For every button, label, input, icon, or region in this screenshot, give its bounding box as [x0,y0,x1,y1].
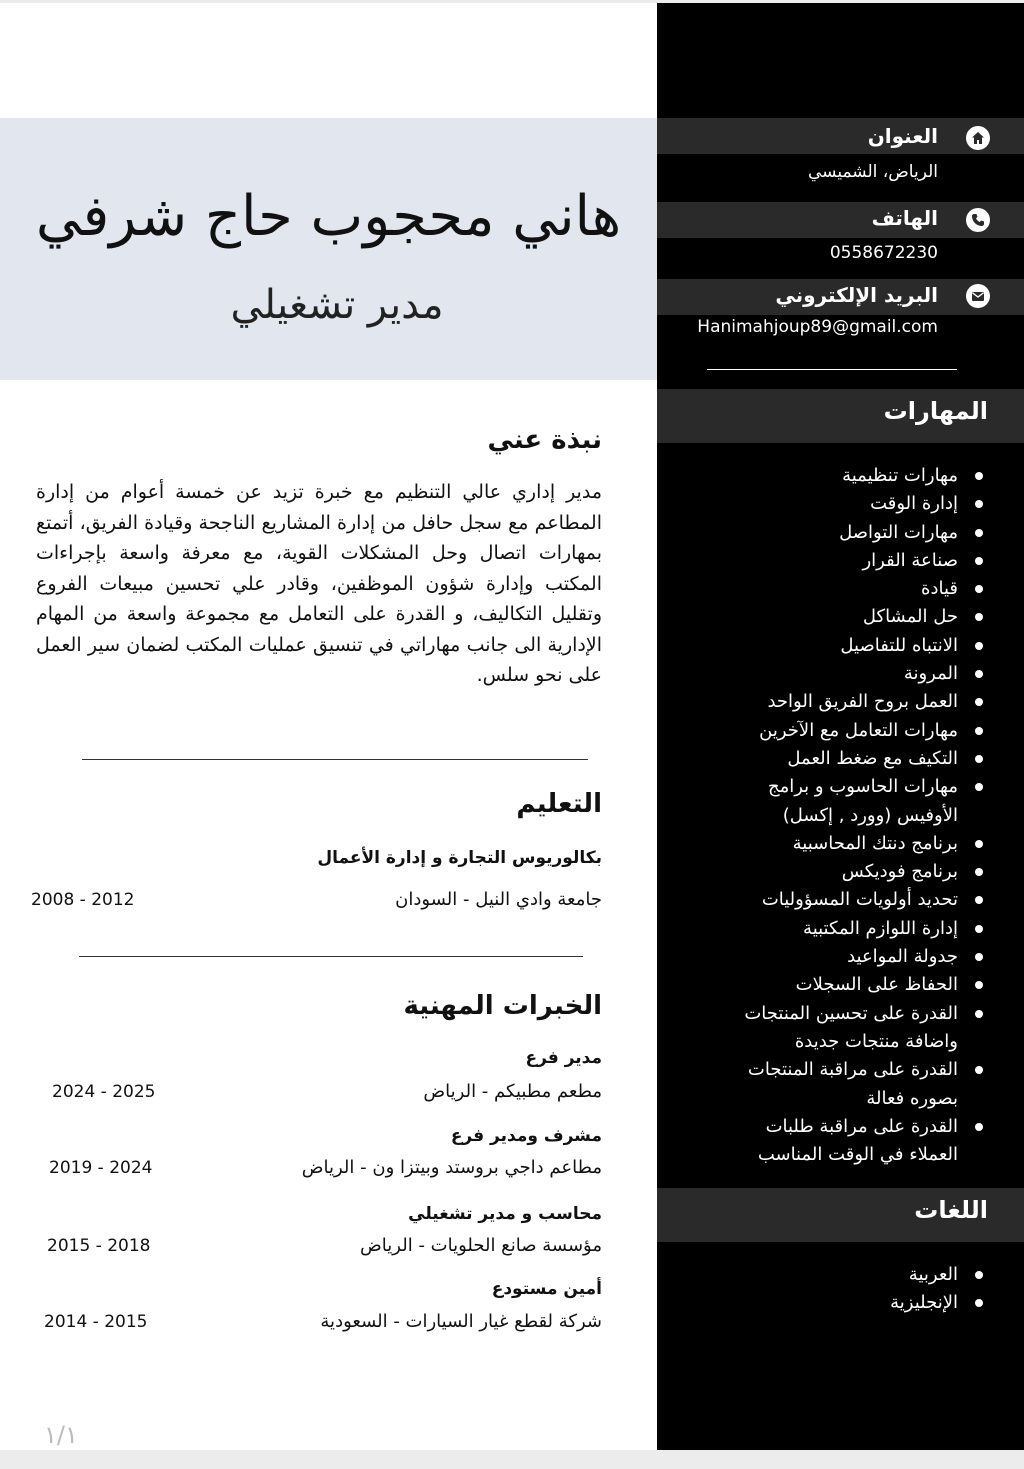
experience-period: 2019 - 2024 [49,1158,153,1178]
skill-item: تحديد أولويات المسؤوليات [724,886,1024,914]
experience-period: 2014 - 2015 [44,1312,148,1332]
email-label: البريد الإلكتروني [775,283,938,307]
experience-company: مؤسسة صانع الحلويات - الرياض [360,1235,602,1256]
email-value: Hanimahjoup89@gmail.com [697,317,938,337]
skill-item: جدولة المواعيد [724,943,1024,971]
institution: جامعة وادي النيل - السودان [395,889,602,910]
skill-item: القدرة على مراقبة طلبات العملاء في الوقت المناسب [724,1113,1024,1170]
experience-title: مشرف ومدير فرع [450,1126,602,1146]
skill-item: القدرة على تحسين المنتجات واضافة منتجات جديدة [724,1000,1024,1057]
home-icon [966,126,990,150]
skill-item: مهارات التواصل [724,519,1024,547]
education-heading: التعليم [516,789,602,819]
phone-value: 0558672230 [829,243,938,263]
mail-icon [966,284,990,308]
candidate-name: هاني محجوب حاج شرفي [35,184,622,249]
skill-item: إدارة الوقت [724,490,1024,518]
phone-label: الهاتف [871,206,938,230]
experience-company: مطاعم داجي بروستد وبيتزا ون - الرياض [301,1157,602,1178]
skill-item: القدرة على مراقبة المنتجات بصوره فعالة [724,1056,1024,1113]
about-heading: نبذة عني [487,425,602,455]
phone-icon [966,208,990,232]
skills-heading: المهارات [883,397,988,425]
sidebar [657,3,1024,1450]
skill-item: صناعة القرار [724,547,1024,575]
page-number: ١/١ [44,1421,78,1449]
skill-item: مهارات الحاسوب و برامج الأوفيس (وورد , إكسل) [724,773,1024,830]
skill-item: قيادة [724,575,1024,603]
resume-page [0,3,1024,1450]
divider [707,369,957,370]
skill-item: التكيف مع ضغط العمل [724,745,1024,773]
skill-item: الحفاظ على السجلات [724,971,1024,999]
skill-item: حل المشاكل [724,603,1024,631]
job-title: مدير تشغيلي [230,282,444,328]
languages-heading: اللغات [914,1196,988,1224]
skill-item: مهارات تنظيمية [724,462,1024,490]
experience-period: 2015 - 2018 [47,1236,151,1256]
skill-item: المرونة [724,660,1024,688]
experience-title: مدير فرع [525,1048,602,1068]
experience-heading: الخبرات المهنية [403,991,602,1021]
skill-item: الانتباه للتفاصيل [724,632,1024,660]
skill-item: إدارة اللوازم المكتبية [724,915,1024,943]
skill-item: العمل بروح الفريق الواحد [724,688,1024,716]
skill-item: برنامج فوديكس [724,858,1024,886]
language-item: الإنجليزية [724,1289,1024,1317]
experience-company: شركة لقطع غيار السيارات - السعودية [320,1311,602,1332]
experience-title: أمين مستودع [491,1279,602,1299]
header-box [0,118,657,380]
experience-company: مطعم مطبيكم - الرياض [423,1081,602,1102]
address-value: الرياض، الشميسي [808,162,938,182]
language-item: العربية [724,1261,1024,1289]
experience-title: محاسب و مدير تشغيلي [408,1204,602,1224]
degree-title: بكالوريوس التجارة و إدارة الأعمال [317,848,602,868]
address-label: العنوان [867,124,938,148]
divider [79,956,583,957]
skill-item: برنامج دنتك المحاسبية [724,830,1024,858]
skills-list [724,462,1024,1169]
education-period: 2008 - 2012 [31,890,135,910]
divider [82,759,588,760]
about-text: مدير إداري عالي التنظيم مع خبرة تزيد عن خمسة أعوام من إدارة المطاعم مع سجل حافل من إدارة المشاريع الناجحة وقيادة الفريق، أتمتع بمهارات اتصال وحل المشكلات القوية، مع معرفة واسعة بإجراءات المكتب وإدارة شؤون الموظفين، وقادر علي تحسين مبيعات الفروع وتقليل التكاليف، و القدرة على التعامل مع مجموعة واسعة من المهام الإدارية الى جانب مهاراتي في تنسيق عمليات المكتب لضمان سير العمل على نحو سلس. [36,481,602,686]
experience-period: 2024 - 2025 [52,1082,156,1102]
languages-list [724,1261,1024,1318]
skill-item: مهارات التعامل مع الآخرين [724,717,1024,745]
